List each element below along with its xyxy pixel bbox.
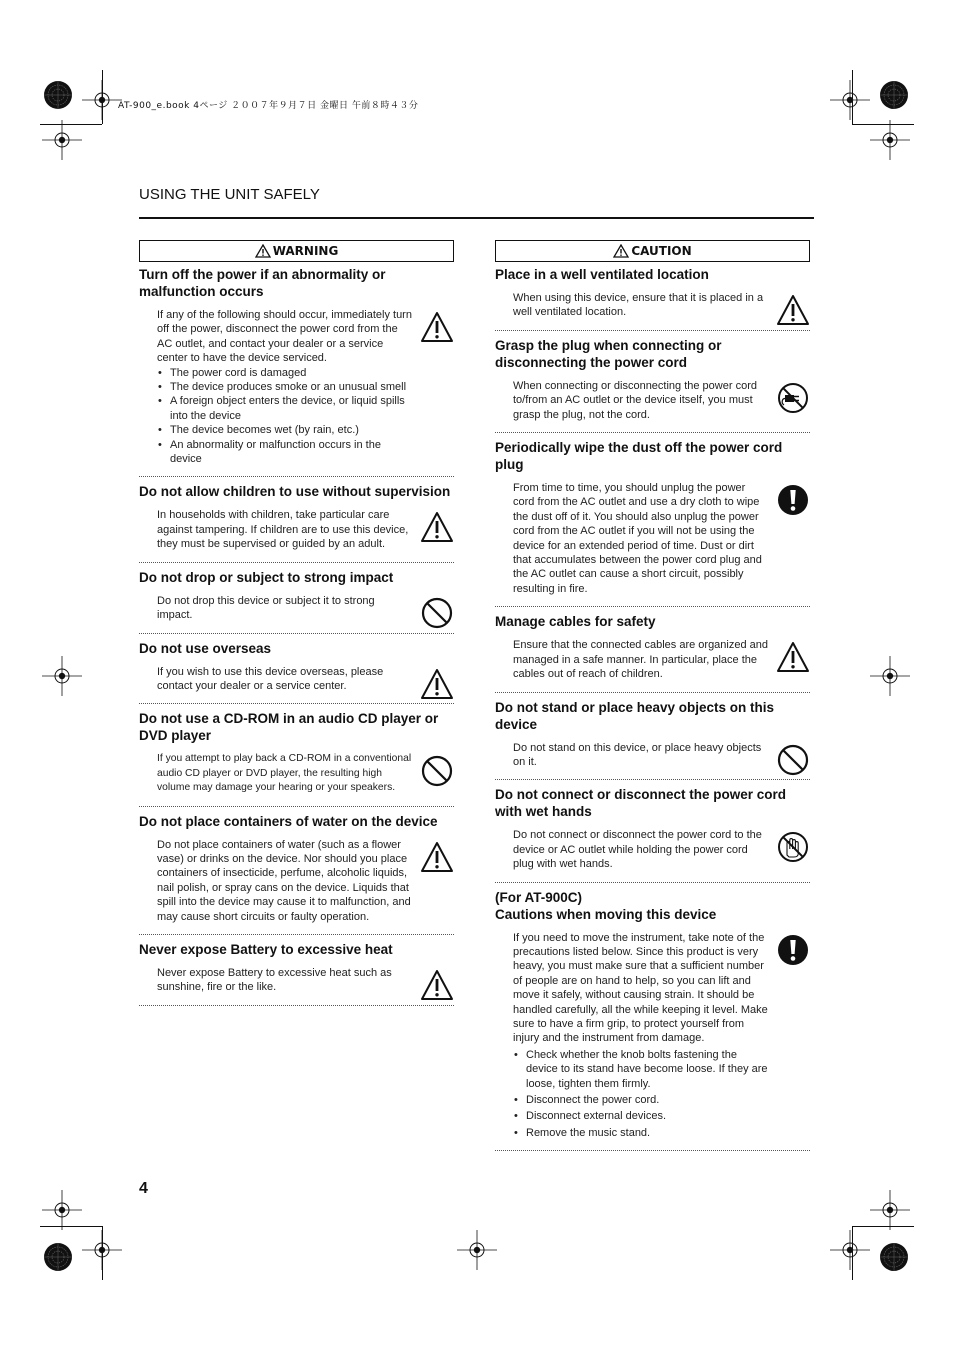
- registration-target-icon: [874, 1237, 914, 1277]
- item-text: When connecting or disconnecting the power cord to/from an AC outlet or the device itself, you must grasp the plug, not the cord.: [513, 379, 757, 421]
- warning-triangle-icon: [420, 510, 454, 544]
- item-body: [495, 283, 810, 330]
- item-text: Do not drop this device or subject it to strong impact.: [157, 594, 375, 622]
- item-text: Do not place containers of water (such as a flower vase) or drinks on the device. Nor should you place containers of insecticide, perfume, alcoholic liquids, nail polish, or spray cans on the device. Liquids that spill into the device may cause it to malfunction, and may cause short circuits or faulty operation.: [157, 838, 411, 923]
- list-item: • The device produces smoke or an unusual smell: [157, 380, 412, 394]
- mandatory-action-icon: [776, 483, 810, 517]
- print-header: AT-900_e.book 4ページ ２００７年９月７日 金曜日 午前８時４３分: [118, 101, 419, 111]
- item-body: [495, 923, 810, 1151]
- item-title: Place in a well ventilated location: [495, 267, 709, 282]
- prohibited-icon: [420, 596, 454, 630]
- warning-triangle-icon: [776, 293, 810, 327]
- warning-triangle-icon: [420, 968, 454, 1002]
- warning-banner: [139, 240, 454, 262]
- item-text: When using this device, ensure that it is placed in a well ventilated location.: [513, 292, 764, 319]
- item-title: Never expose Battery to excessive heat: [139, 941, 393, 957]
- registration-crosshair-icon: [870, 1190, 910, 1230]
- registration-crosshair-icon: [830, 80, 870, 120]
- warning-item: [139, 935, 454, 1006]
- caution-banner-label: CAUTION: [631, 244, 692, 258]
- warning-triangle-icon: [420, 667, 454, 701]
- warning-item: [139, 634, 454, 705]
- caution-column: [495, 240, 810, 1151]
- warning-item: [139, 477, 454, 562]
- registration-crosshair-icon: [870, 120, 910, 160]
- item-title: Do not allow children to use without supervision: [139, 484, 451, 500]
- warning-item: [139, 807, 454, 935]
- warning-triangle-icon: [613, 244, 629, 258]
- item-body: [139, 958, 454, 1005]
- item-title: Cautions when moving this device: [495, 906, 717, 922]
- warning-column: [139, 240, 454, 1006]
- list-item: • The power cord is damaged: [157, 366, 412, 380]
- list-item: • Remove the music stand.: [513, 1126, 768, 1140]
- warning-item: [139, 563, 454, 634]
- caution-banner: [495, 240, 810, 262]
- registration-crosshair-icon: [457, 1230, 497, 1270]
- item-text: If any of the following should occur, immediately turn off the power, disconnect the power cord from the AC outlet, and contact your dealer or a service center to have the device serviced.: [157, 309, 412, 365]
- item-title: Do not connect or disconnect the power cord with wet hands: [495, 787, 787, 820]
- bullet-list: [157, 366, 412, 467]
- item-title: Grasp the plug when connecting or disconnecting the power cord: [495, 337, 722, 370]
- item-body: [495, 371, 810, 432]
- registration-crosshair-icon: [870, 656, 910, 696]
- item-text: From time to time, you should unplug the power cord from the AC outlet and use a dry cloth to wipe the dust off of it. You should also unplug the power cord from the AC outlet if you will not be using the device for an extended period of time. Dust or dirt that accumulates between the power cord plug and the AC outlet can cause a short circuit, possibly resulting in fire.: [513, 482, 762, 595]
- item-text: If you need to move the instrument, take note of the precautions listed below. Since this product is very heavy, you must make sure that a sufficient number of people are on hand to help, so you can lift and move it safely, without causing strain. It should be handled carefully, all the while keeping it level. Make sure to have a firm grip, to protect yourself from injury and the instrument from damage.: [513, 931, 768, 1045]
- item-body: [139, 500, 454, 561]
- registration-crosshair-icon: [42, 120, 82, 160]
- warning-item: [139, 266, 454, 477]
- item-text: Do not stand on this device, or place heavy objects on it.: [513, 741, 762, 768]
- caution-item: [495, 607, 810, 692]
- warning-triangle-icon: [420, 840, 454, 874]
- caution-item: [495, 331, 810, 433]
- list-item: • A foreign object enters the device, or liquid spills into the device: [157, 394, 412, 423]
- warning-triangle-icon: [776, 640, 810, 674]
- item-body: [495, 630, 810, 691]
- item-title: Do not drop or subject to strong impact: [139, 569, 394, 585]
- caution-item: [495, 433, 810, 607]
- item-body: [139, 830, 454, 934]
- item-text: In households with children, take particular care against tampering. If children are to use this device, they must be supervised or guided by an adult.: [157, 509, 409, 551]
- item-body: [139, 657, 454, 704]
- list-item: • An abnormality or malfunction occurs in the device: [157, 438, 412, 467]
- item-title: Do not stand or place heavy objects on this device: [495, 699, 775, 732]
- warning-item: [139, 704, 454, 806]
- item-body: [495, 820, 810, 881]
- item-title: Do not place containers of water on the device: [139, 813, 438, 829]
- caution-item: [495, 266, 810, 331]
- warning-triangle-icon: [420, 310, 454, 344]
- registration-crosshair-icon: [42, 1190, 82, 1230]
- item-body: [139, 586, 454, 633]
- caution-item: [495, 883, 810, 1152]
- registration-target-icon: [874, 75, 914, 115]
- list-item: • The device becomes wet (by rain, etc.): [157, 423, 412, 437]
- prohibited-icon: [776, 743, 810, 777]
- warning-banner-label: WARNING: [272, 244, 339, 258]
- item-title: Do not use overseas: [139, 640, 272, 656]
- item-text: Do not connect or disconnect the power cord to the device or AC outlet while holding the power cord plug with wet hands.: [513, 829, 762, 871]
- no-pulling-cord-icon: [776, 381, 810, 415]
- item-body: [139, 744, 454, 805]
- page-number: 4: [139, 1180, 148, 1197]
- mandatory-action-icon: [776, 933, 810, 967]
- registration-crosshair-icon: [82, 1230, 122, 1270]
- caution-item: [495, 693, 810, 781]
- item-text: Ensure that the connected cables are organized and managed in a safe manner. In particular, place the cables out of reach of children.: [513, 639, 769, 681]
- header-rule: [139, 217, 814, 219]
- registration-target-icon: [38, 75, 78, 115]
- no-wet-hands-icon: [776, 830, 810, 864]
- bullet-list: [513, 1048, 768, 1140]
- registration-target-icon: [38, 1237, 78, 1277]
- item-title: Do not use a CD-ROM in an audio CD player or DVD player: [139, 711, 439, 744]
- item-body: [495, 733, 810, 780]
- list-item: • Disconnect the power cord.: [513, 1093, 768, 1107]
- item-title-prefix: (For AT-900C): [495, 889, 583, 905]
- item-title: Manage cables for safety: [495, 614, 656, 630]
- item-body: [495, 473, 810, 606]
- warning-triangle-icon: [255, 244, 271, 258]
- list-item: • Check whether the knob bolts fastening the device to its stand have become loose. If they are loose, tighten them firmly.: [513, 1048, 768, 1091]
- item-body: [139, 300, 454, 476]
- item-text: Never expose Battery to excessive heat such as sunshine, fire or the like.: [157, 966, 392, 994]
- registration-crosshair-icon: [830, 1230, 870, 1270]
- registration-crosshair-icon: [82, 80, 122, 120]
- caution-item: [495, 780, 810, 882]
- section-title: USING THE UNIT SAFELY: [139, 186, 320, 203]
- item-text: If you wish to use this device overseas, please contact your dealer or a service center.: [157, 665, 384, 692]
- list-item: • Disconnect external devices.: [513, 1109, 768, 1123]
- item-title: Turn off the power if an abnormality or malfunction occurs: [139, 267, 386, 299]
- item-text: If you attempt to play back a CD-ROM in a conventional audio CD player or DVD player, the resulting high volume may damage your hearing or your speakers.: [157, 753, 412, 794]
- prohibited-icon: [420, 754, 454, 788]
- registration-crosshair-icon: [42, 656, 82, 696]
- item-title: Periodically wipe the dust off the power cord plug: [495, 440, 783, 473]
